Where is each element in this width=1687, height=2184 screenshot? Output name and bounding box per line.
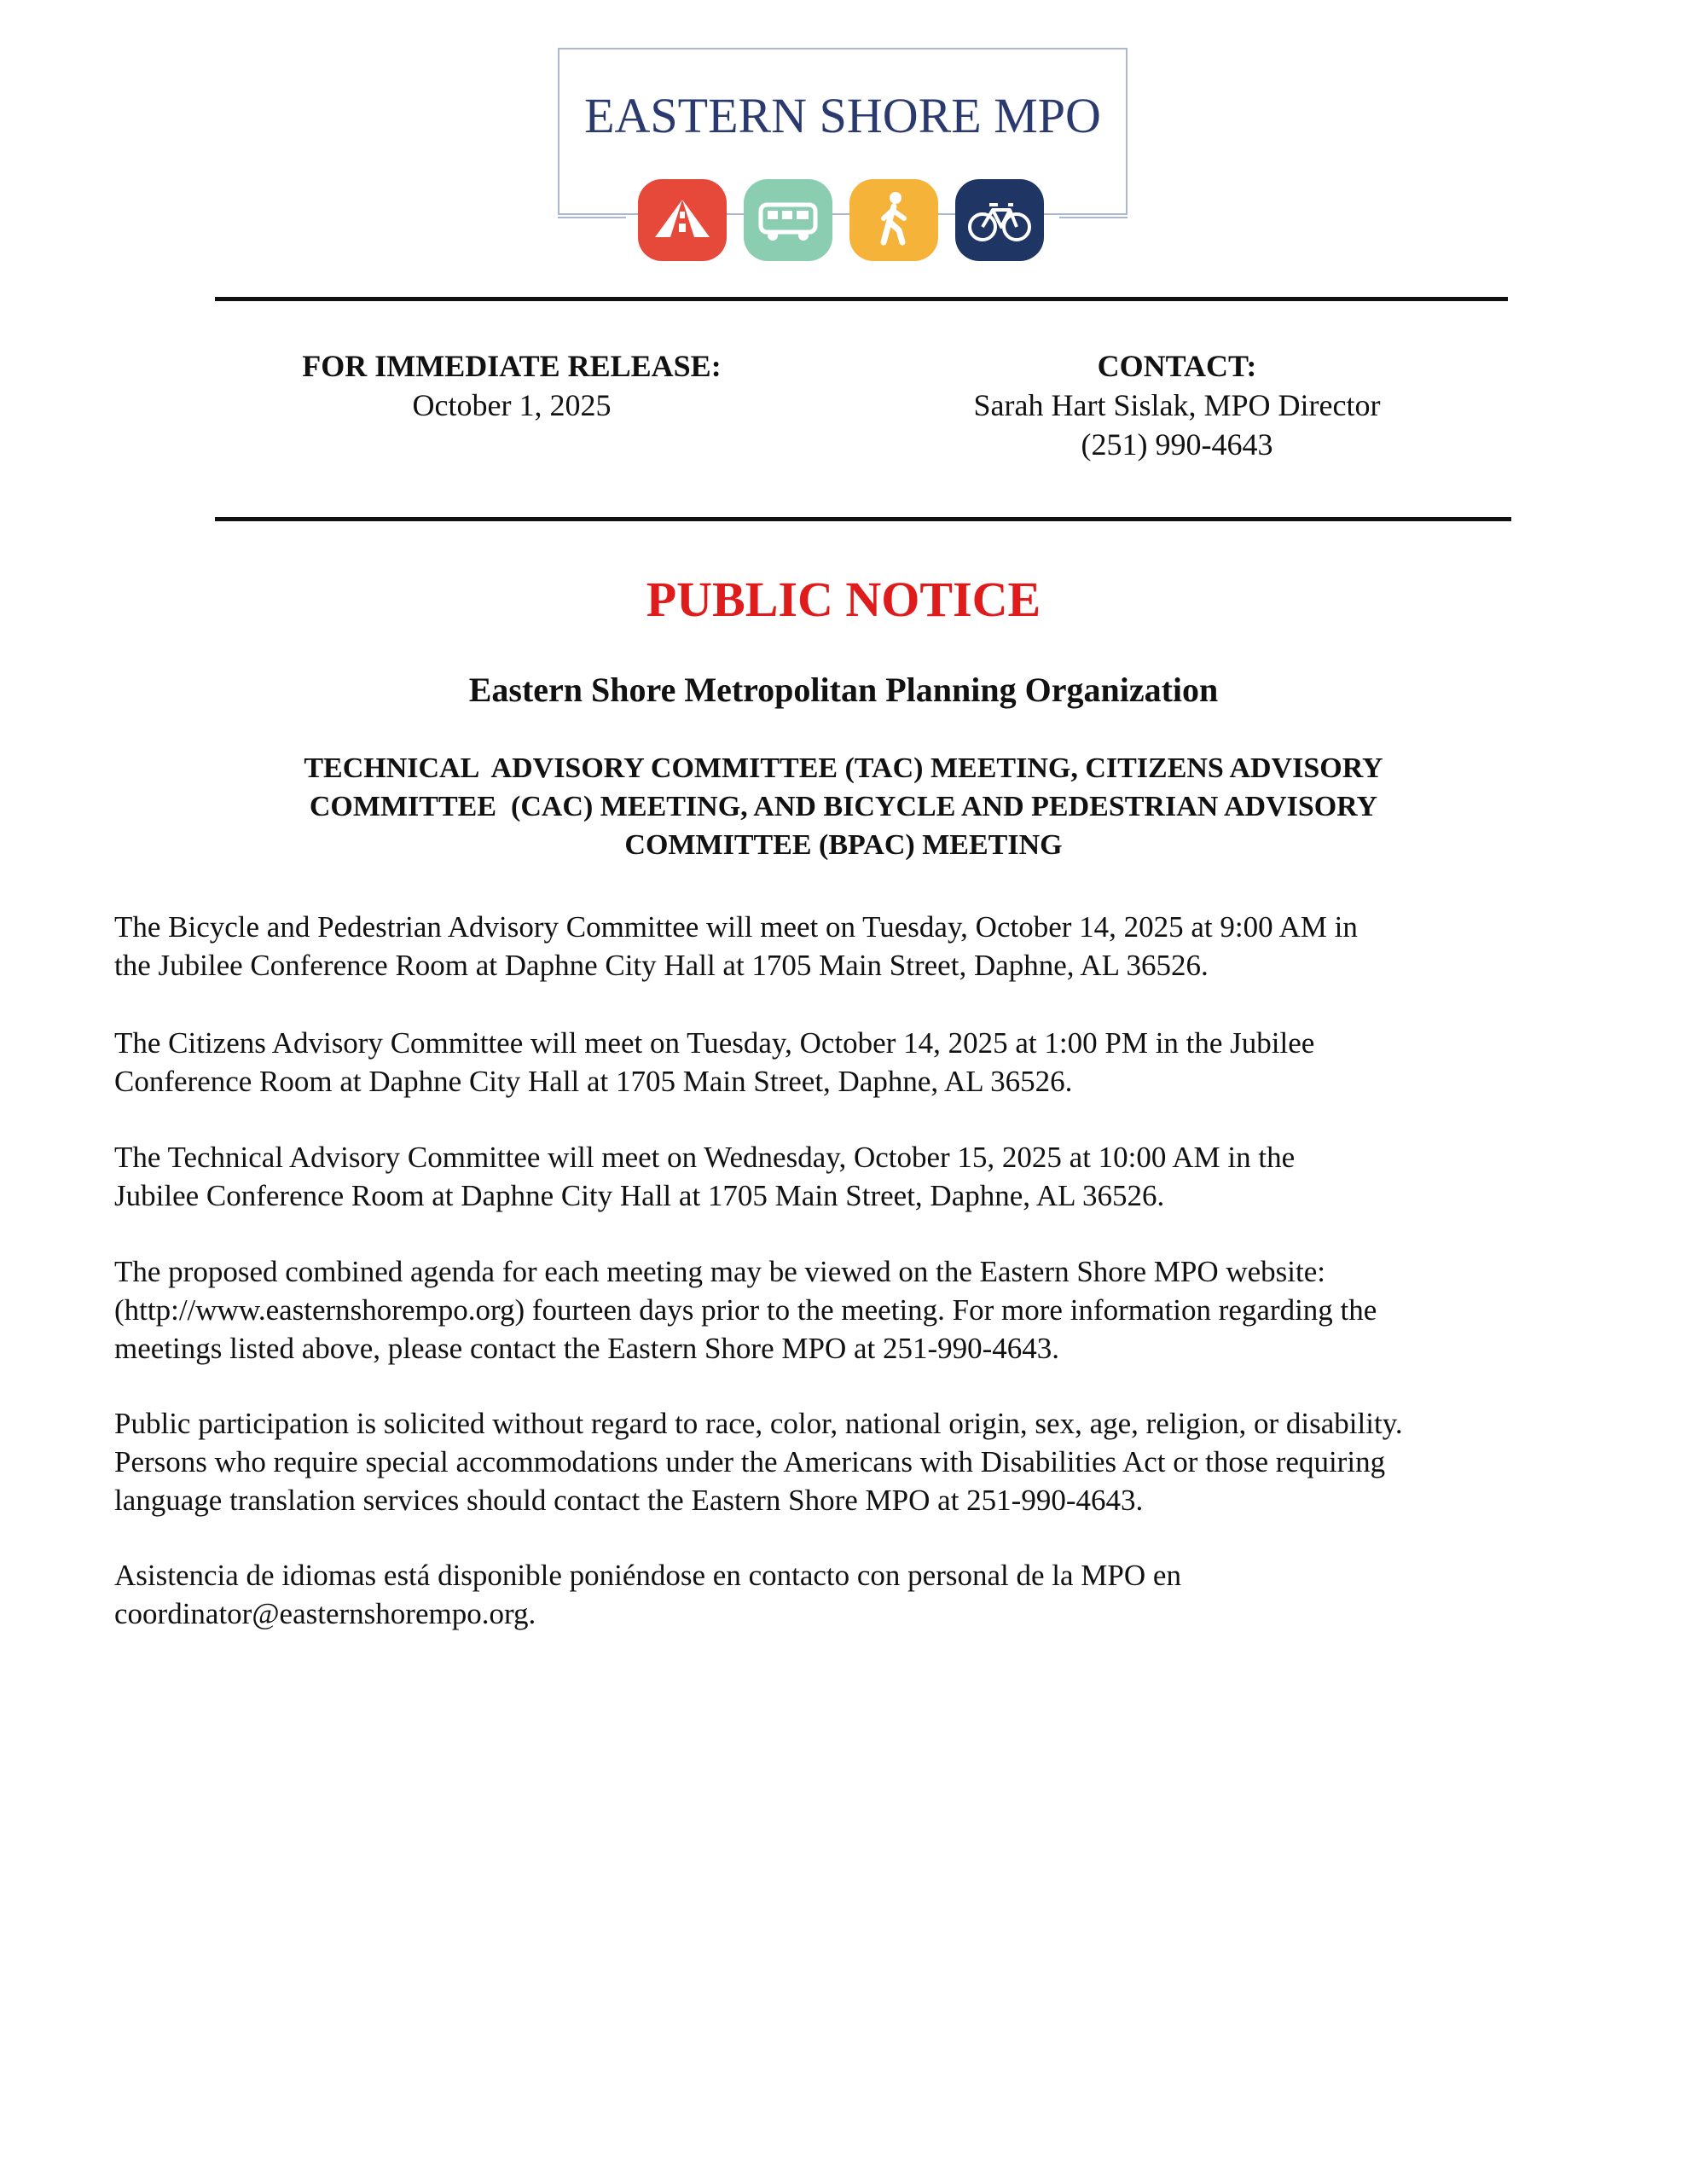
bus-icon <box>744 179 832 261</box>
paragraph-line: meetings listed above, please contact the Eastern Shore MPO at 251-990-4643. <box>114 1332 1060 1365</box>
header-bottom-rule <box>215 517 1511 521</box>
paragraph-line: The Bicycle and Pedestrian Advisory Committee will meet on Tuesday, October 14, 2025 at 9:00 AM in <box>114 910 1358 944</box>
pedestrian-icon <box>849 179 938 261</box>
organization-title: Eastern Shore Metropolitan Planning Organization <box>468 671 1219 709</box>
agenda-paragraph <box>114 1252 1581 1368</box>
contact-block <box>870 346 1484 464</box>
paragraph-line: Conference Room at Daphne City Hall at 1705 Main Street, Daphne, AL 36526. <box>114 1065 1073 1098</box>
paragraph-line: Public participation is solicited without regard to race, color, national origin, sex, age, religion, or disability. <box>114 1407 1403 1440</box>
committee-title-line: TECHNICAL ADVISORY COMMITTEE (TAC) MEETING, CITIZENS ADVISORY <box>304 752 1383 784</box>
cac-meeting-paragraph <box>114 1024 1581 1101</box>
release-block <box>247 346 776 425</box>
paragraph-line: The proposed combined agenda for each meeting may be viewed on the Eastern Shore MPO website: <box>114 1255 1325 1288</box>
notice-title: PUBLIC NOTICE <box>646 572 1041 627</box>
paragraph-line: Persons who require special accommodations under the Americans with Disabilities Act or those requiring <box>114 1445 1386 1478</box>
paragraph-line: Asistencia de idiomas está disponible poniéndose en contacto con personal de la MPO en <box>114 1559 1181 1592</box>
paragraph-line: the Jubilee Conference Room at Daphne City Hall at 1705 Main Street, Daphne, AL 36526. <box>114 949 1209 982</box>
header-top-rule <box>215 297 1508 301</box>
committee-title-line: COMMITTEE (CAC) MEETING, AND BICYCLE AND PEDESTRIAN ADVISORY <box>309 791 1378 822</box>
contact-label: CONTACT: <box>1097 349 1257 383</box>
committee-title-line: COMMITTEE (BPAC) MEETING <box>624 829 1063 861</box>
paragraph-line: Jubilee Conference Room at Daphne City Hall at 1705 Main Street, Daphne, AL 36526. <box>114 1179 1165 1212</box>
road-icon <box>638 179 727 261</box>
contact-name: Sarah Hart Sislak, MPO Director <box>973 388 1381 422</box>
contact-phone: (251) 990-4643 <box>1081 427 1273 462</box>
release-label: FOR IMMEDIATE RELEASE: <box>302 349 722 383</box>
logo-text: EASTERN SHORE MPO <box>584 88 1101 143</box>
release-date: October 1, 2025 <box>412 388 612 422</box>
paragraph-line: The Citizens Advisory Committee will meet on Tuesday, October 14, 2025 at 1:00 PM in the Jubilee <box>114 1026 1315 1060</box>
logo-icon-row <box>0 179 1687 261</box>
paragraph-line: (http://www.easternshorempo.org) fourteen days prior to the meeting. For more information regarding the <box>114 1293 1377 1327</box>
bicycle-icon <box>955 179 1044 261</box>
bpac-meeting-paragraph <box>114 908 1581 985</box>
spanish-language-paragraph <box>114 1556 1581 1633</box>
paragraph-line: language translation services should contact the Eastern Shore MPO at 251-990-4643. <box>114 1484 1144 1517</box>
committee-title <box>205 749 1482 864</box>
paragraph-line: The Technical Advisory Committee will meet on Wednesday, October 15, 2025 at 10:00 AM in the <box>114 1141 1296 1174</box>
tac-meeting-paragraph <box>114 1138 1581 1215</box>
paragraph-line: coordinator@easternshorempo.org. <box>114 1597 536 1630</box>
participation-paragraph <box>114 1404 1581 1519</box>
